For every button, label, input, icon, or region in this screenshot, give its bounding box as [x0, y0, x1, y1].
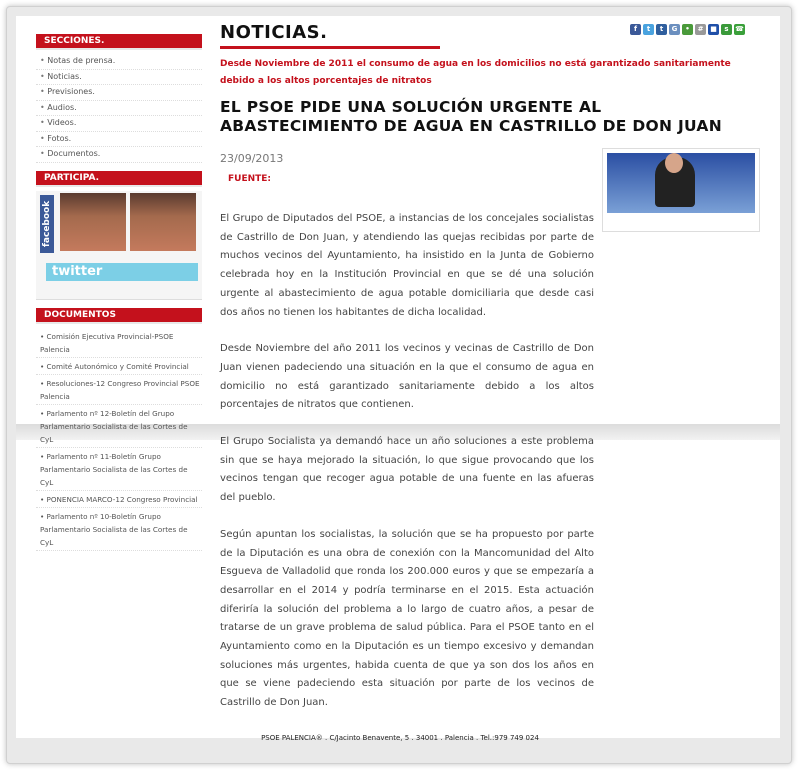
menu-item-documentos[interactable]: • Documentos.: [36, 147, 202, 163]
doc-link[interactable]: • PONENCIA MARCO-12 Congreso Provincial: [36, 491, 202, 508]
secciones-heading: SECCIONES.: [36, 34, 202, 50]
network-icon[interactable]: #: [695, 24, 706, 35]
doc-link[interactable]: • Comisión Ejecutiva Provincial-PSOE Palencia: [36, 328, 202, 358]
article-headline: EL PSOE PIDE UNA SOLUCIÓN URGENTE AL ABASTECIMIENTO DE AGUA EN CASTRILLO DE DON JUAN: [220, 98, 722, 135]
documentos-list: [36, 328, 202, 551]
article-subtitle: Desde Noviembre de 2011 el consumo de agua en los domicilios no está garantizado sanitariamente debido a los altos porcentajes de nitratos: [220, 59, 731, 86]
doc-link[interactable]: • Comité Autonómico y Comité Provincial: [36, 358, 202, 375]
facebook-link[interactable]: facebook: [40, 195, 54, 253]
documentos-heading: DOCUMENTOS: [36, 308, 202, 324]
menu-item-notas[interactable]: • Notas de prensa.: [36, 54, 202, 70]
menu-item-previsiones[interactable]: • Previsiones.: [36, 85, 202, 101]
doc-link[interactable]: • Resoluciones-12 Congreso Provincial PSOE Palencia: [36, 375, 202, 405]
article-photo[interactable]: [602, 148, 760, 232]
title-underline: [220, 46, 440, 49]
phone-icon[interactable]: ☎: [735, 25, 744, 33]
article-paragraph: El Grupo Socialista ya demandó hace un año soluciones a este problema sin que se haya mejorado la situación, lo que sigue provocando que los vecinos tengan que recoger agua potable de una fuente en las afueras del pueblo.: [220, 436, 594, 504]
doc-link[interactable]: • Parlamento nº 10-Boletín Grupo Parlamentario Socialista de las Cortes de CyL: [36, 508, 202, 551]
stumble-icon[interactable]: s: [721, 24, 732, 35]
doc-link[interactable]: • Parlamento nº 11-Boletín Grupo Parlamentario Socialista de las Cortes de CyL: [36, 448, 202, 491]
delicious-icon[interactable]: ■: [708, 24, 719, 35]
menu-item-audios[interactable]: • Audios.: [36, 101, 202, 117]
article-date: 23/09/2013: [220, 152, 284, 165]
menu-item-fotos[interactable]: • Fotos.: [36, 132, 202, 148]
page-footer: PSOE PALENCIA® . C/Jacinto Benavente, 5 . 34001 . Palencia . Tel.:979 749 024: [261, 734, 539, 742]
article-paragraph: Según apuntan los socialistas, la solución que se ha propuesto por parte de la Diputación es una obra de conexión con la Mancomunidad del Alto Esgueva de Valladolid que ronda los 200.000 euros y que se empezaría a desarrollar en el 2014 y podría terminarse en el 2015. Esta actuación diferiría la solución del problema a lo largo de cuatro años, a pesar de tratarse de un grave problema de salud pública. Para el PSOE tanto en el Ayuntamiento como en la Diputación es un tiempo excesivo y demandan soluciones más urgentes, habida cuenta de que ya son dos los años en que se viene padeciendo esta situación por parte de los vecinos de Castrillo de Don Juan.: [220, 528, 594, 709]
tuenti-icon[interactable]: t: [656, 24, 667, 35]
article-paragraph: El Grupo de Diputados del PSOE, a instancias de los concejales socialistas de Castrillo de Don Juan, y atendiendo las quejas recibidas por parte de muchos vecinos del Ayuntamiento, ha insistido en la Junta de Gobierno celebrada hoy en la Institución Provincial en que se dé una solución urgente al abastecimiento de agua potable domiciliaria que desde casi dos años no tienen los habitantes de dicha localidad.: [220, 213, 594, 318]
article-source: FUENTE:: [228, 174, 272, 184]
photo-person-head: [665, 153, 683, 173]
menu-item-noticias[interactable]: • Noticias.: [36, 70, 202, 86]
menu-item-videos[interactable]: • Videos.: [36, 116, 202, 132]
article-paragraph: Desde Noviembre del año 2011 los vecinos y vecinas de Castrillo de Don Juan vienen padeciendo una situación en la que el consumo de agua en domicilio no está garantizado sanitariamente debido a los altos porcentajes de nitratos que contienen.: [220, 343, 594, 411]
twitter-icon[interactable]: t: [643, 24, 654, 35]
google-icon[interactable]: G: [669, 24, 680, 35]
share-icons: [630, 24, 745, 35]
facebook-photo[interactable]: [60, 193, 126, 251]
social-block: [36, 191, 202, 300]
sidebar: [36, 34, 202, 551]
main-content: [220, 22, 760, 709]
facebook-icon[interactable]: f: [630, 24, 641, 35]
article-body: [220, 210, 594, 731]
comment-icon[interactable]: •: [682, 24, 693, 35]
participa-heading: PARTICIPA.: [36, 171, 202, 187]
facebook-photo[interactable]: [130, 193, 196, 251]
doc-link[interactable]: • Parlamento nº 12-Boletín del Grupo Parlamentario Socialista de las Cortes de CyL: [36, 405, 202, 448]
twitter-link[interactable]: twitter: [46, 263, 198, 281]
secciones-menu: [36, 54, 202, 163]
page-title: NOTICIAS.: [220, 22, 328, 43]
